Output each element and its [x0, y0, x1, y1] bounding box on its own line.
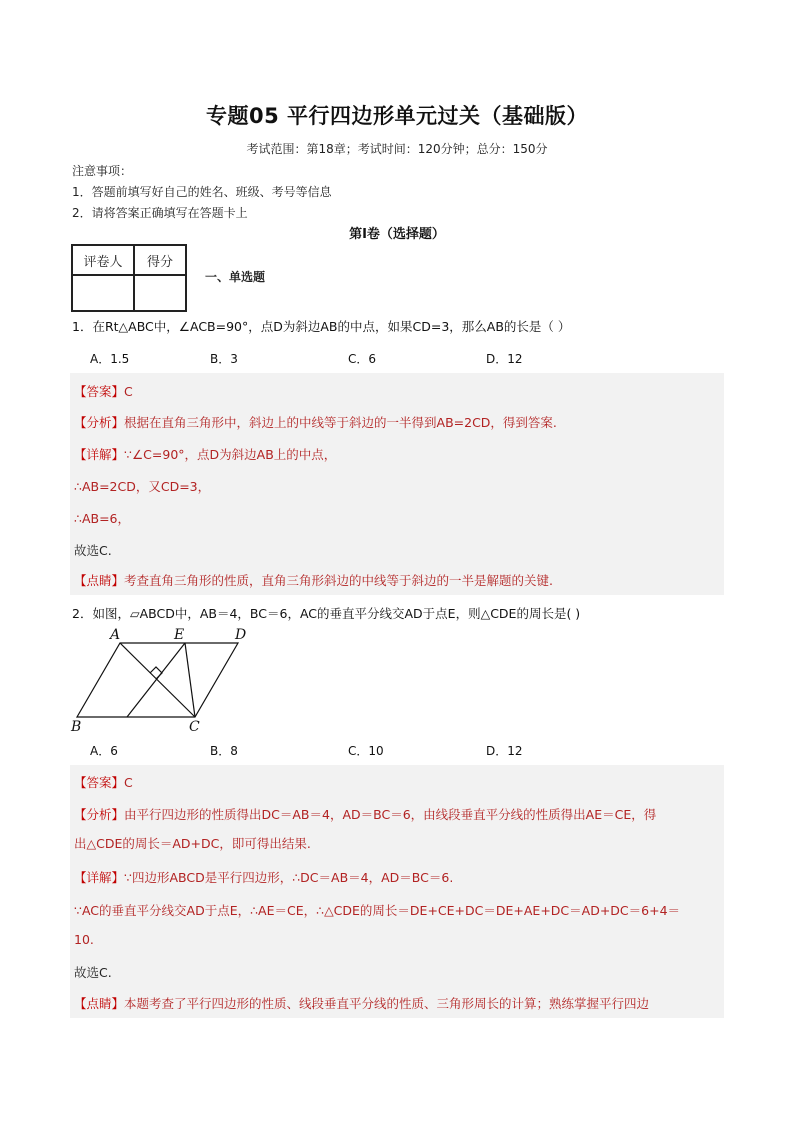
notes-heading: 注意事项：: [72, 164, 133, 178]
q2-stem: 2．如图，▱ABCD中，AB＝4，BC＝6，AC的垂直平分线交AD于点E，则△CDE的周长是( ): [72, 606, 581, 621]
notes-item: 2．请将答案正确填写在答题卡上: [72, 206, 248, 220]
label-d: D: [235, 627, 247, 643]
score-cell-grader: [72, 275, 134, 311]
q1-comment-line: 【点睛】考查直角三角形的性质，直角三角形斜边的中线等于斜边的一半是解题的关键.: [74, 573, 553, 588]
q1-answer-block: [70, 373, 724, 595]
q1-detail-line: 故选C.: [74, 543, 112, 558]
q1-stem: 1．在Rt△ABC中，∠ACB=90°，点D为斜边AB的中点，如果CD=3，那么AB的长是（ ）: [72, 319, 571, 334]
q1-option-c: C．6: [348, 352, 377, 366]
exam-info: 考试范围：第18章；考试时间：120分钟；总分：150分: [246, 142, 548, 156]
q1-answer-line: 【答案】C: [74, 384, 133, 399]
q1-option-a: A．1.5: [90, 352, 130, 366]
perpendicular-bisector: [127, 643, 185, 717]
q2-detail-line: 故选C.: [74, 965, 112, 980]
part-title: 一、单选题: [205, 270, 266, 284]
q1-analysis-line: 【分析】根据在直角三角形中，斜边上的中线等于斜边的一半得到AB=2CD，得到答案.: [74, 415, 557, 430]
q2-analysis-line: 【分析】由平行四边形的性质得出DC＝AB＝4，AD＝BC＝6，由线段垂直平分线的性质得出AE＝CE，得: [74, 807, 657, 822]
score-header-score: 得分: [134, 245, 186, 275]
segment-ec: [185, 643, 195, 717]
q1-detail-line: 【详解】∵∠C=90°，点D为斜边AB上的中点，: [74, 447, 337, 462]
q2-analysis-line: 出△CDE的周长＝AD+DC，即可得出结果.: [74, 836, 311, 851]
q2-detail-line: 【详解】∵四边形ABCD是平行四边形，∴DC＝AB＝4，AD＝BC＝6.: [74, 870, 454, 885]
q2-detail-line: 10.: [74, 932, 94, 947]
label-b: B: [71, 719, 82, 735]
right-angle-mark: [150, 667, 162, 679]
q2-comment-line: 【点睛】本题考查了平行四边形的性质、线段垂直平分线的性质、三角形周长的计算；熟练掌握平行四边: [74, 996, 650, 1011]
q2-answer-line: 【答案】C: [74, 775, 133, 790]
page-title: 专题05 平行四边形单元过关（基础版）: [205, 104, 589, 128]
parallelogram-figure: [70, 625, 270, 737]
q1-option-d: D．12: [486, 352, 523, 366]
section-title: 第I卷（选择题）: [349, 227, 445, 242]
q1-detail-line: ∴AB=6，: [74, 511, 131, 526]
score-table: [71, 244, 187, 312]
score-cell-score: [134, 275, 186, 311]
q2-option-c: C．10: [348, 744, 384, 758]
notes: [72, 161, 332, 224]
q2-option-d: D．12: [486, 744, 523, 758]
label-e: E: [174, 627, 185, 643]
q2-detail-line: ∵AC的垂直平分线交AD于点E，∴AE＝CE，∴△CDE的周长＝DE+CE+DC＝DE+AE+DC＝AD+DC＝6+4＝: [74, 903, 681, 918]
score-header-grader: 评卷人: [72, 245, 134, 275]
notes-item: 1．答题前填写好自己的姓名、班级、考号等信息: [72, 185, 332, 199]
q1-detail-line: ∴AB=2CD，又CD=3，: [74, 479, 211, 494]
q2-option-a: A．6: [90, 744, 118, 758]
label-c: C: [189, 719, 200, 735]
q1-option-b: B．3: [210, 352, 238, 366]
diagonal-ac: [120, 643, 195, 717]
q2-option-b: B．8: [210, 744, 238, 758]
q2-answer-block: [70, 765, 724, 1018]
label-a: A: [110, 627, 121, 643]
